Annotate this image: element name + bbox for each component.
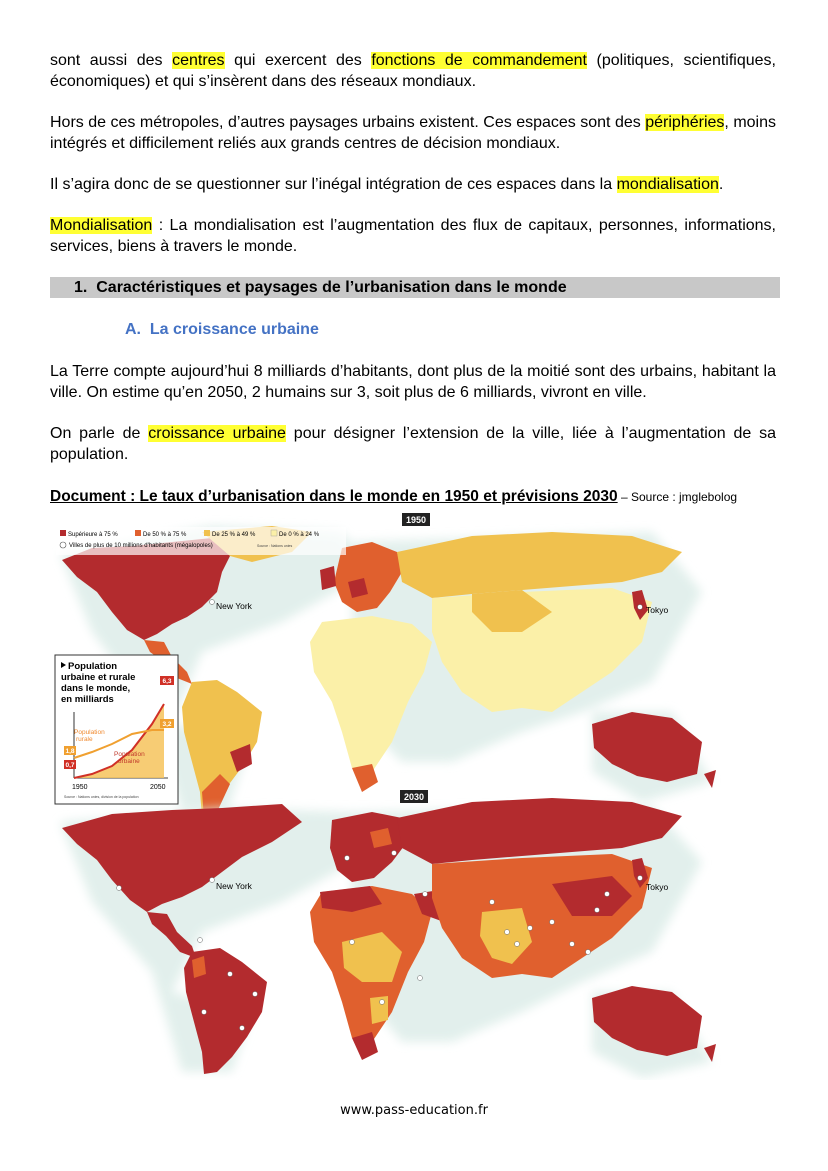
inset-x-start: 1950 xyxy=(72,784,88,791)
urbanization-map xyxy=(52,512,722,1080)
inset-source: Source : Nations unies, division de la population xyxy=(64,795,139,799)
svg-text:2030: 2030 xyxy=(403,792,425,802)
svg-text:urbaine: urbaine xyxy=(118,758,140,765)
city-label-newyork-1950: New York xyxy=(216,601,252,611)
legend-0to24: De 0 % à 24 % xyxy=(279,532,320,538)
paragraph-definition: Mondialisation : La mondialisation est l’augmentation des flux de capitaux, personnes, informations, services, biens à travers le monde. xyxy=(50,217,776,255)
document-source: Source : jmglebolog xyxy=(630,490,738,504)
highlight-mondialisation: mondialisation xyxy=(616,176,719,193)
svg-text:3,2: 3,2 xyxy=(162,721,172,728)
map-legend xyxy=(56,527,346,555)
inset-title: Population urbaine et rurale dans le monde, en milliards xyxy=(61,661,136,705)
paragraph-centres: sont aussi des centres qui exercent des fonctions de commandement (politiques, scientifiques, économiques) et qui s’insèrent dans des réseaux mondiaux. xyxy=(50,52,776,90)
highlight-peripheries: périphéries xyxy=(645,114,725,131)
highlight-mondialisation-term: Mondialisation xyxy=(50,217,153,234)
paragraph-peripheries: Hors de ces métropoles, d’autres paysages urbains existent. Ces espaces sont des périphéries, moins intégrés et difficilement reliés aux grands centres de décision mondiaux. xyxy=(50,114,776,152)
highlight-fonctions: fonctions de commandement xyxy=(371,52,587,69)
svg-text:0,7: 0,7 xyxy=(65,762,75,769)
legend-25to49: De 25 % à 49 % xyxy=(212,532,256,538)
footer-website: www.pass-education.fr xyxy=(340,1103,488,1118)
inset-rural-label: Population xyxy=(74,729,105,736)
svg-text:rurale: rurale xyxy=(76,736,93,743)
svg-text:1950: 1950 xyxy=(405,515,427,525)
city-label-tokyo-2030: Tokyo xyxy=(646,882,669,892)
section-heading: 1. Caractéristiques et paysages de l’urbanisation dans le monde xyxy=(74,279,567,296)
inset-x-end: 2050 xyxy=(150,784,166,791)
paragraph-question: Il s’agira donc de se questionner sur l’inégal intégration de ces espaces dans la mondialisation. xyxy=(50,176,724,193)
highlight-croissance: croissance urbaine xyxy=(148,425,286,442)
map-2030 xyxy=(60,790,716,1078)
paragraph-croissance: On parle de croissance urbaine pour désigner l’extension de la ville, liée à l’augmentation de sa population. xyxy=(50,425,777,463)
legend-source: Source : Nations unies xyxy=(257,544,293,548)
svg-text:6,3: 6,3 xyxy=(162,678,172,685)
paragraph-population: La Terre compte aujourd’hui 8 milliards d’habitants, dont plus de la moitié sont des urbains, habitant la ville. On estime qu’en 2050, 2 humains sur 3, soit plus de 6 milliards, vivront en ville. xyxy=(50,363,776,401)
city-label-tokyo-1950: Tokyo xyxy=(646,605,669,615)
legend-megacities: Villes de plus de 10 millions d'habitants (mégalopoles) xyxy=(69,543,213,549)
legend-50to75: De 50 % à 75 % xyxy=(143,532,187,538)
highlight-centres: centres xyxy=(172,52,225,69)
city-label-newyork-2030: New York xyxy=(216,881,252,891)
subsection-heading: A. La croissance urbaine xyxy=(125,321,319,338)
legend-over75: Supérieure à 75 % xyxy=(68,532,118,538)
document-title: Document : Le taux d’urbanisation dans le monde en 1950 et prévisions 2030 – Source : jmglebolog xyxy=(50,488,738,505)
city-dot-tokyo-1950 xyxy=(638,605,643,610)
city-dot-newyork-1950 xyxy=(210,600,215,605)
inset-urban-label: Population xyxy=(114,751,145,758)
svg-text:1,8: 1,8 xyxy=(65,748,75,755)
population-inset-chart xyxy=(55,655,178,804)
